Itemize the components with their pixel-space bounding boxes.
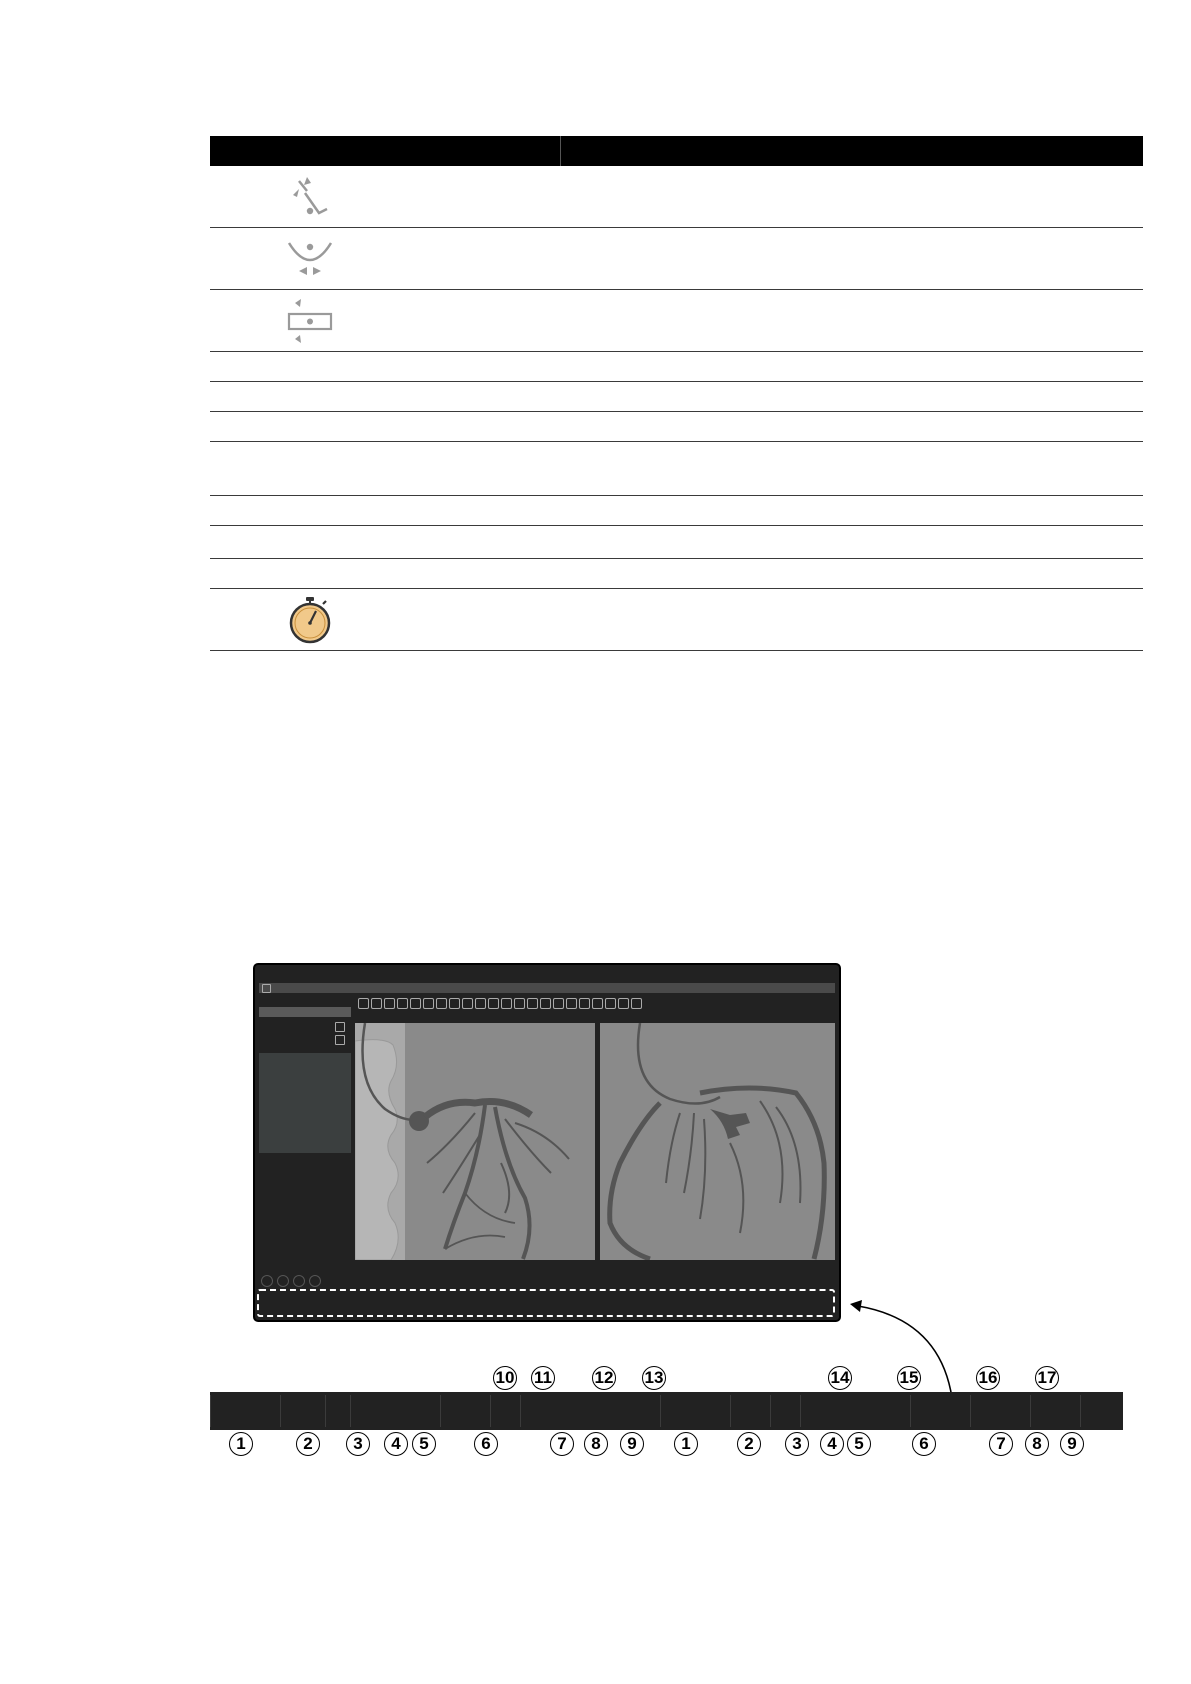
window-checkbox (262, 984, 271, 993)
callout-number: 17 (1035, 1366, 1059, 1390)
table-header (210, 136, 1143, 166)
callout-number: 8 (584, 1432, 608, 1456)
arc-rotation-icon (285, 235, 335, 283)
table-row (210, 526, 1143, 559)
toolbar-button (358, 998, 369, 1009)
table-row (210, 442, 1143, 496)
status-bar-divider (490, 1395, 491, 1427)
icon-description-table (210, 136, 1143, 651)
callout-number: 14 (828, 1366, 852, 1390)
toolbar-button (384, 998, 395, 1009)
table-tilt-icon (285, 297, 335, 345)
header-column-divider (560, 136, 561, 166)
status-bar-divider (730, 1395, 731, 1427)
toolbar-button (553, 998, 564, 1009)
toolbar-button (449, 998, 460, 1009)
side-checkbox (335, 1022, 345, 1032)
status-bar-divider (440, 1395, 441, 1427)
toolbar-button (540, 998, 551, 1009)
table-row (210, 352, 1143, 382)
toolbar-button (592, 998, 603, 1009)
toolbar-button (397, 998, 408, 1009)
system-screen-illustration (253, 963, 841, 1322)
toolbar-button (475, 998, 486, 1009)
status-bar-divider (970, 1395, 971, 1427)
rotate-angulation-icon (285, 173, 335, 221)
toolbar-button (618, 998, 629, 1009)
callout-number: 6 (912, 1432, 936, 1456)
callout-number: 4 (820, 1432, 844, 1456)
round-buttons (261, 1275, 321, 1287)
table-row (210, 290, 1143, 352)
callout-number: 8 (1025, 1432, 1049, 1456)
toolbar-button (631, 998, 642, 1009)
status-bar-divider (280, 1395, 281, 1427)
toolbar-button (462, 998, 473, 1009)
toolbar-button (605, 998, 616, 1009)
toolbar-button (423, 998, 434, 1009)
toolbar-button (501, 998, 512, 1009)
table-row (210, 228, 1143, 290)
round-button (277, 1275, 289, 1287)
table-row (210, 559, 1143, 589)
status-bar-highlight (257, 1289, 835, 1317)
side-checkbox (335, 1035, 345, 1045)
callout-number: 15 (897, 1366, 921, 1390)
callout-number: 6 (474, 1432, 498, 1456)
title-bar (259, 983, 835, 993)
callout-number: 7 (989, 1432, 1013, 1456)
angiogram-viewer-left (355, 1023, 595, 1260)
side-panel-header (259, 1007, 351, 1017)
table-row (210, 412, 1143, 442)
status-bar-divider (660, 1395, 661, 1427)
toolbar-button (371, 998, 382, 1009)
status-bar-divider (325, 1395, 326, 1427)
status-bar-divider (1080, 1395, 1081, 1427)
status-bar-divider (210, 1395, 211, 1427)
callout-number: 16 (976, 1366, 1000, 1390)
callout-number: 9 (620, 1432, 644, 1456)
round-button (261, 1275, 273, 1287)
toolbar-button (436, 998, 447, 1009)
callout-number: 9 (1060, 1432, 1084, 1456)
status-bar-divider (350, 1395, 351, 1427)
callout-number: 4 (384, 1432, 408, 1456)
callout-number: 12 (592, 1366, 616, 1390)
angiogram-viewer-right (600, 1023, 835, 1260)
callout-number: 10 (493, 1366, 517, 1390)
side-panel (259, 1053, 351, 1153)
callout-number: 3 (346, 1432, 370, 1456)
callout-number: 7 (550, 1432, 574, 1456)
table-row (210, 496, 1143, 526)
toolbar-button (579, 998, 590, 1009)
callout-number: 2 (296, 1432, 320, 1456)
toolbar-button (514, 998, 525, 1009)
status-bar-divider (1030, 1395, 1031, 1427)
status-bar-divider (910, 1395, 911, 1427)
round-button (309, 1275, 321, 1287)
stopwatch-icon (285, 596, 335, 644)
status-bar-divider (800, 1395, 801, 1427)
table-row (210, 166, 1143, 228)
table-row (210, 589, 1143, 651)
toolbar-button (566, 998, 577, 1009)
callout-number: 2 (737, 1432, 761, 1456)
toolbar-button (410, 998, 421, 1009)
round-button (293, 1275, 305, 1287)
status-bar-divider (770, 1395, 771, 1427)
callout-number: 11 (531, 1366, 555, 1390)
callout-number: 5 (412, 1432, 436, 1456)
table-row (210, 382, 1143, 412)
callout-number: 13 (642, 1366, 666, 1390)
toolbar-button (488, 998, 499, 1009)
callout-number: 3 (785, 1432, 809, 1456)
toolbar (358, 998, 642, 1010)
status-bar (210, 1392, 1123, 1430)
status-bar-divider (520, 1395, 521, 1427)
callout-number: 5 (847, 1432, 871, 1456)
callout-number: 1 (229, 1432, 253, 1456)
callout-number: 1 (674, 1432, 698, 1456)
toolbar-button (527, 998, 538, 1009)
